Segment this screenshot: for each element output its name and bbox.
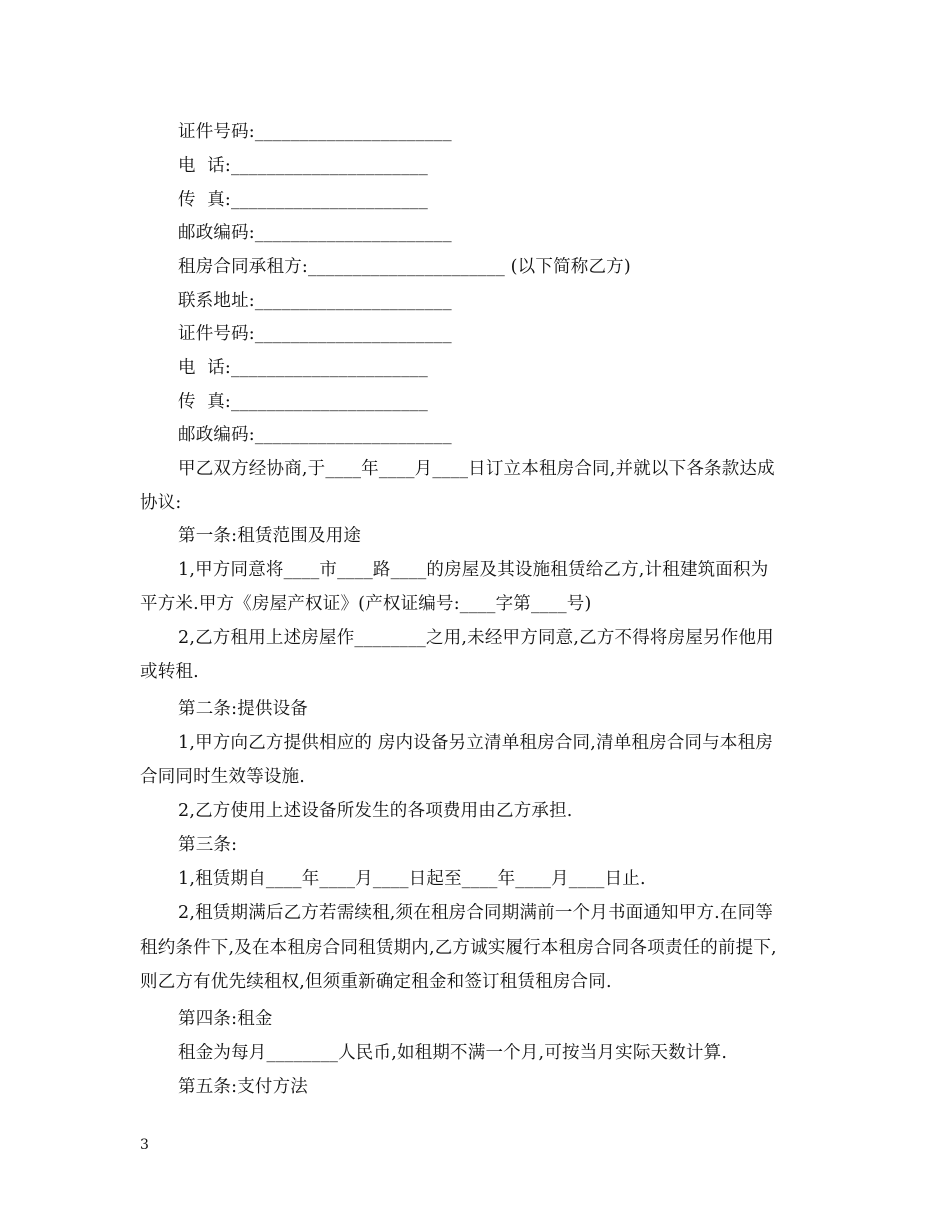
article-3-heading: 第三条: bbox=[178, 835, 238, 855]
article-1-clause-2: 2,乙方租用上述房屋作________之用,未经甲方同意,乙方不得将房屋另作他用 bbox=[178, 628, 774, 648]
agreement-intro-line: 甲乙双方经协商,于____年____月____日订立本租房合同,并就以下各条款达成 bbox=[178, 459, 775, 479]
article-2-heading: 第二条:提供设备 bbox=[178, 699, 308, 719]
page-number: 3 bbox=[140, 1137, 149, 1153]
article-3-clause-2: 2,租赁期满后乙方若需续租,须在租房合同期满前一个月书面通知甲方.在同等 bbox=[178, 903, 774, 923]
phone-line-lessor: 电 话:______________________ bbox=[178, 156, 428, 176]
article-1-clause-1: 1,甲方同意将____市____路____的房屋及其设施租赁给乙方,计租建筑面积为 bbox=[178, 560, 769, 580]
article-3-clause-2-continuation-2: 则乙方有优先续租权,但须重新确定租金和签订租赁租房合同. bbox=[140, 972, 612, 992]
postal-code-line-lessor: 邮政编码:______________________ bbox=[178, 223, 452, 243]
postal-code-line-lessee: 邮政编码:______________________ bbox=[178, 425, 452, 445]
article-2-clause-1-continuation: 合同同时生效等设施. bbox=[140, 767, 306, 787]
article-2-clause-1: 1,甲方向乙方提供相应的 房内设备另立清单租房合同,清单租房合同与本租房 bbox=[178, 733, 774, 753]
fax-line-lessor: 传 真:______________________ bbox=[178, 190, 428, 210]
address-line-lessee: 联系地址:______________________ bbox=[178, 291, 452, 311]
id-number-line-lessee: 证件号码:______________________ bbox=[178, 324, 452, 344]
article-3-clause-1: 1,租赁期自____年____月____日起至____年____月____日止. bbox=[178, 869, 646, 889]
fax-line-lessee: 传 真:______________________ bbox=[178, 392, 428, 412]
article-3-clause-2-continuation-1: 租约条件下,及在本租房合同租赁期内,乙方诚实履行本租房合同各项责任的前提下, bbox=[140, 938, 777, 958]
article-2-clause-2: 2,乙方使用上述设备所发生的各项费用由乙方承担. bbox=[178, 801, 573, 821]
article-1-clause-2-continuation: 或转租. bbox=[140, 662, 199, 682]
lessee-line: 租房合同承租方:______________________ (以下简称乙方) bbox=[178, 257, 631, 277]
article-4-rent-line: 租金为每月________人民币,如租期不满一个月,可按当月实际天数计算. bbox=[178, 1043, 728, 1063]
id-number-line-lessor: 证件号码:______________________ bbox=[178, 122, 452, 142]
phone-line-lessee: 电 话:______________________ bbox=[178, 358, 428, 378]
article-4-heading: 第四条:租金 bbox=[178, 1009, 273, 1029]
agreement-intro-continuation: 协议: bbox=[140, 493, 182, 513]
article-1-heading: 第一条:租赁范围及用途 bbox=[178, 526, 362, 546]
article-1-clause-1-continuation: 平方米.甲方《房屋产权证》(产权证编号:____字第____号) bbox=[140, 594, 592, 614]
article-5-heading: 第五条:支付方法 bbox=[178, 1077, 308, 1097]
